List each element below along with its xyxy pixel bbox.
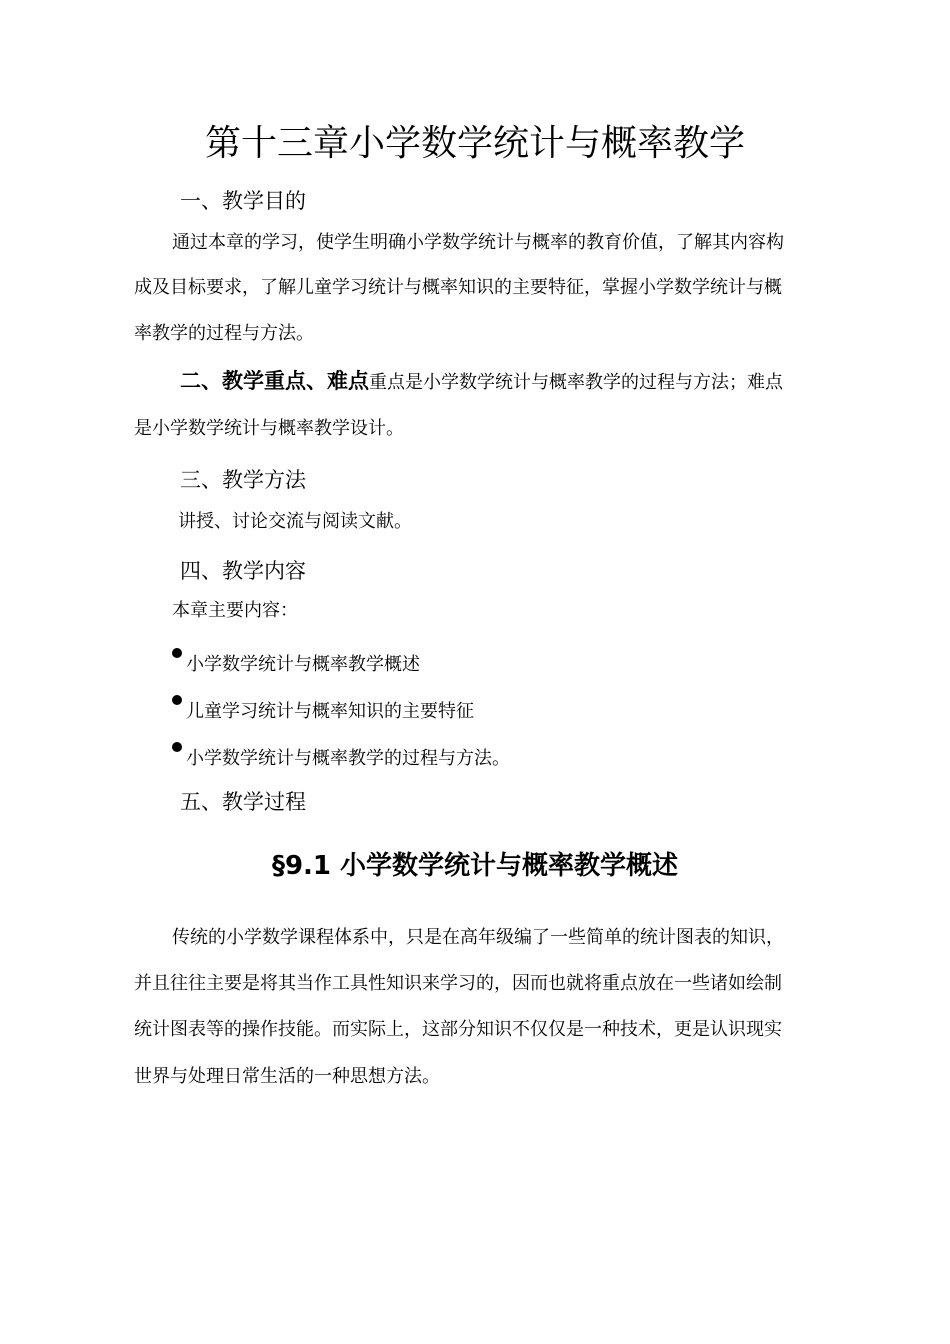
methods-text: 讲授、讨论交流与阅读文献。 (178, 511, 412, 532)
content-heading: 四、教学内容 (180, 559, 306, 583)
section-paragraph-line-2: 并且往往主要是将其当作工具性知识来学习的，因而也就将重点放在一些诸如绘制 (134, 973, 782, 994)
chapter-title: 第十三章小学数学统计与概率教学 (204, 123, 745, 164)
section-paragraph-line-1: 传统的小学数学课程体系中，只是在高年级编了一些简单的统计图表的知识， (172, 927, 784, 948)
bullet-icon (172, 648, 182, 658)
key-points-line-2: 是小学数学统计与概率教学设计。 (134, 418, 404, 439)
objectives-heading: 一、教学目的 (180, 189, 306, 213)
key-points-heading: 二、教学重点、难点 (180, 369, 369, 393)
methods-heading: 三、教学方法 (180, 468, 306, 492)
content-intro: 本章主要内容： (172, 600, 298, 621)
key-points-paragraph (180, 368, 783, 396)
list-item-text: 儿童学习统计与概率知识的主要特征 (186, 701, 474, 722)
list-item-text: 小学数学统计与概率教学概述 (186, 654, 420, 675)
section-title: §9.1 小学数学统计与概率教学概述 (271, 851, 679, 881)
objectives-line-1: 通过本章的学习，使学生明确小学数学统计与概率的教育价值，了解其内容构 (172, 232, 784, 253)
section-paragraph-line-3: 统计图表等的操作技能。而实际上，这部分知识不仅仅是一种技术，更是认识现实 (134, 1019, 782, 1040)
bullet-icon (172, 742, 182, 752)
process-heading: 五、教学过程 (180, 790, 306, 814)
section-paragraph-line-4: 世界与处理日常生活的一种思想方法。 (134, 1066, 440, 1087)
list-item-text: 小学数学统计与概率教学的过程与方法。 (186, 748, 510, 769)
objectives-line-2: 成及目标要求，了解儿童学习统计与概率知识的主要特征，掌握小学数学统计与概 (134, 277, 782, 298)
bullet-icon (172, 695, 182, 705)
key-points-text: 重点是小学数学统计与概率教学的过程与方法；难点 (369, 372, 783, 393)
objectives-line-3: 率教学的过程与方法。 (134, 323, 314, 344)
